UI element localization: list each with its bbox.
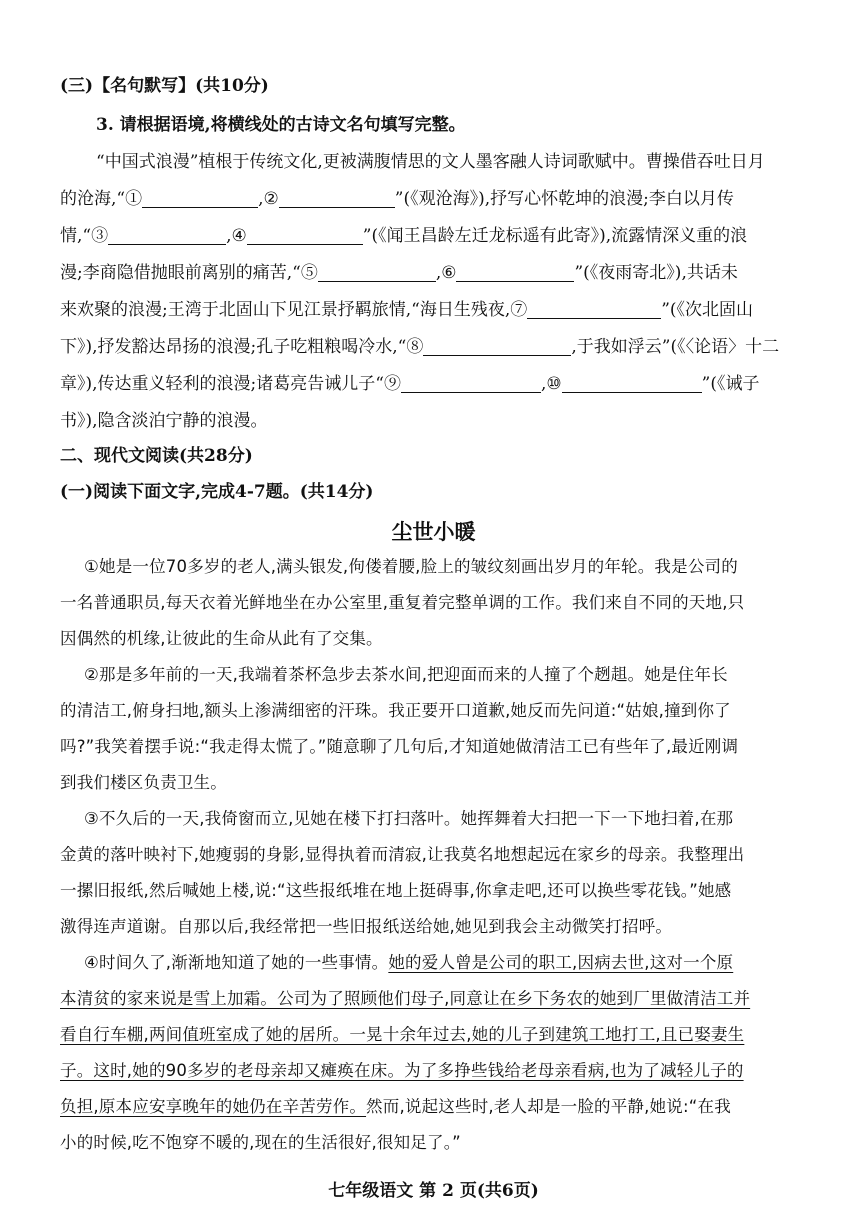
- answer-blank-9[interactable]: [401, 374, 541, 393]
- article-title: 尘世小暖: [391, 519, 476, 544]
- paragraph-line: 吗?”我笑着摆手说:“我走得太慌了。”随意聊了几句后,才知道她做清洁工已有些年了,最近刚调: [60, 737, 739, 756]
- answer-blank-4[interactable]: [247, 226, 363, 245]
- paragraph-line: 一名普通职员,每天衣着光鲜地坐在办公室里,重复着完整单调的工作。我们来自不同的天地,只: [60, 593, 745, 612]
- fill-passage-line: 情,“③ ,④ ”(《闻王昌龄左迁龙标遥有此寄》),流露情深义重的浪: [60, 226, 748, 246]
- underlined-line: 子。这时,她的90多岁的老母亲却又瘫痪在床。为了多挣些钱给老母亲看病,也为了减轻儿子的: [60, 1061, 744, 1080]
- answer-blank-7[interactable]: [527, 300, 661, 319]
- paragraph-line: ④时间久了,渐渐地知道了她的一些事情。她的爱人曾是公司的职工,因病去世,这对一个原: [84, 953, 734, 972]
- paragraph-line: ②那是多年前的一天,我端着茶杯急步去茶水间,把迎面而来的人撞了个趔趄。她是住年长: [84, 665, 728, 684]
- paragraph-line: 金黄的落叶映衬下,她瘦弱的身影,显得执着而清寂,让我莫名地想起远在家乡的母亲。我整理出: [60, 845, 745, 864]
- section-heading: (三)【名句默写】(共10分): [60, 76, 269, 96]
- answer-blank-8[interactable]: [423, 337, 571, 356]
- answer-blank-5[interactable]: [318, 263, 436, 282]
- answer-blank-2[interactable]: [279, 189, 395, 208]
- underlined-line: 本清贫的家来说是雪上加霜。公司为了照顾他们母子,同意让在乡下务农的她到厂里做清洁工并: [60, 989, 751, 1008]
- fill-passage-line: 的沧海,“① ,② ”(《观沧海》),抒写心怀乾坤的浪漫;李白以月传: [60, 189, 734, 209]
- paragraph-line: 到我们楼区负责卫生。: [60, 773, 227, 792]
- answer-blank-6[interactable]: [456, 263, 574, 282]
- paragraph-line: 一摞旧报纸,然后喊她上楼,说:“这些报纸堆在地上挺碍事,你拿走吧,还可以换些零花钱。”她感: [60, 881, 732, 900]
- fill-passage-line: “中国式浪漫”植根于传统文化,更被满腹情思的文人墨客融人诗词歌赋中。曹操借吞吐日月: [96, 152, 765, 172]
- fill-passage-line: 下》),抒发豁达昂扬的浪漫;孔子吃粗粮喝冷水,“⑧ ,于我如浮云”(《〈论语〉十二: [60, 337, 780, 357]
- paragraph-line: ①她是一位70多岁的老人,满头银发,佝偻着腰,脸上的皱纹刻画出岁月的年轮。我是公司的: [84, 557, 738, 576]
- paragraph-line: 负担,原本应安享晚年的她仍在辛苦劳作。然而,说起这些时,老人却是一脸的平静,她说:“在我: [60, 1097, 731, 1116]
- answer-blank-10[interactable]: [562, 374, 702, 393]
- part-heading: 二、现代文阅读(共28分): [60, 446, 253, 466]
- paragraph-line: 的清洁工,俯身扫地,额头上渗满细密的汗珠。我正要开口道歉,她反而先问道:“姑娘,撞到你了: [60, 701, 731, 720]
- paragraph-line: 小的时候,吃不饱穿不暖的,现在的生活很好,很知足了。”: [60, 1133, 461, 1152]
- answer-blank-1[interactable]: [142, 189, 258, 208]
- fill-passage-line: 来欢聚的浪漫;王湾于北固山下见江景抒羁旅情,“海日生残夜,⑦ ”(《次北固山: [60, 300, 754, 320]
- underlined-line: 看自行车棚,两间值班室成了她的居所。一晃十余年过去,她的儿子到建筑工地打工,且已娶妻生: [60, 1025, 745, 1044]
- underlined-text: 负担,原本应安享晚年的她仍在辛苦劳作。: [60, 1097, 367, 1116]
- fill-passage-line: 漫;李商隐借抛眼前离别的痛苦,“⑤ ,⑥ ”(《夜雨寄北》),共话未: [60, 263, 738, 283]
- question-3: 3. 请根据语境,将横线处的古诗文名句填写完整。: [96, 115, 466, 135]
- fill-passage-line: 书》),隐含淡泊宁静的浪漫。: [60, 411, 268, 431]
- underlined-text: 她的爱人曾是公司的职工,因病去世,这对一个原: [388, 953, 734, 972]
- fill-passage-line: 章》),传达重义轻利的浪漫;诸葛亮告诫儿子“⑨ ,⑩ ”(《诫子: [60, 374, 760, 394]
- paragraph-line: 因偶然的机缘,让彼此的生命从此有了交集。: [60, 629, 383, 648]
- paragraph-line: ③不久后的一天,我倚窗而立,见她在楼下打扫落叶。她挥舞着大扫把一下一下地扫着,在那: [84, 809, 734, 828]
- sub-heading: (一)阅读下面文字,完成4-7题。(共14分): [60, 482, 374, 502]
- answer-blank-3[interactable]: [108, 226, 226, 245]
- paragraph-line: 激得连声道谢。自那以后,我经常把一些旧报纸送给她,她见到我会主动微笑打招呼。: [60, 917, 673, 936]
- page-footer: 七年级语文 第 2 页(共6页): [328, 1181, 539, 1201]
